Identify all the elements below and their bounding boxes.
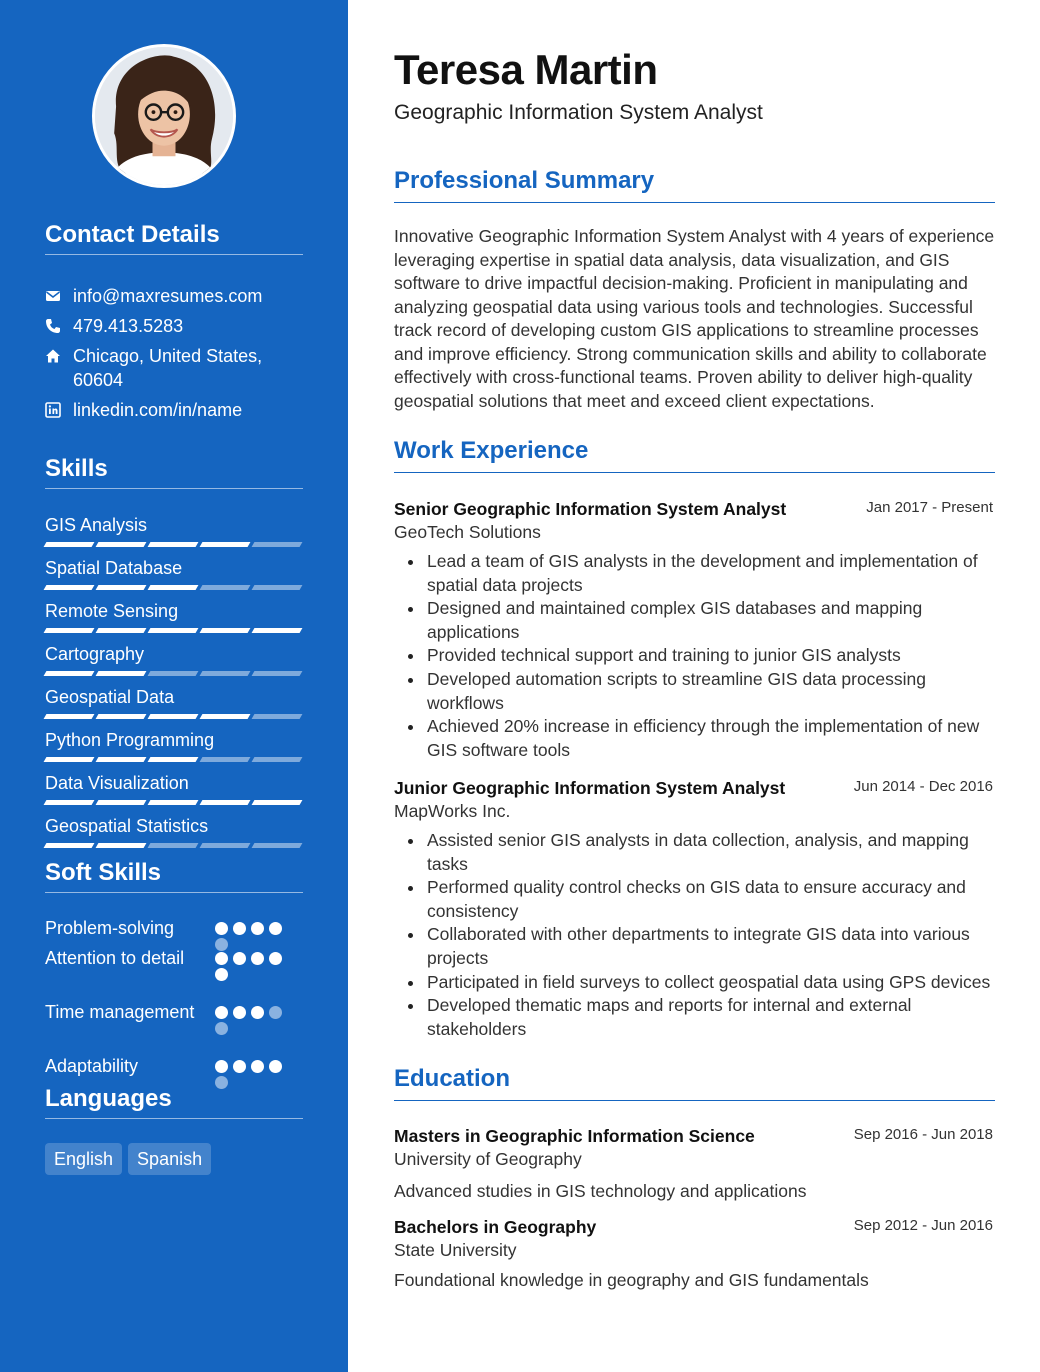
job-role: Junior Geographic Information System Analyst	[394, 778, 786, 798]
envelope-icon	[45, 284, 73, 308]
rating-dot	[215, 1006, 228, 1019]
list-item: Collaborated with other departments to integrate GIS data into various projects	[394, 923, 995, 970]
rating-dot	[269, 1006, 282, 1019]
education-heading: Education	[394, 1064, 995, 1101]
list-item: Developed automation scripts to streamline GIS data processing workflows	[394, 668, 995, 715]
skill-level-segment	[96, 671, 147, 676]
rating-dot	[215, 1060, 228, 1073]
skill-level-bar	[45, 628, 301, 633]
avatar	[92, 44, 236, 188]
skill-level-segment	[200, 714, 251, 719]
skill-name: Python Programming	[45, 730, 215, 750]
contact-linkedin[interactable]	[45, 398, 303, 422]
rating-dot	[215, 922, 228, 935]
contact-email[interactable]	[45, 284, 303, 308]
education-school: University of Geography	[394, 1149, 582, 1169]
skill-item	[45, 729, 301, 762]
skill-name: Spatial Database	[45, 558, 183, 578]
skill-level-segment	[96, 843, 147, 848]
skill-level-segment	[252, 800, 303, 805]
list-item: Provided technical support and training to junior GIS analysts	[394, 644, 995, 668]
skill-level-segment	[252, 671, 303, 676]
job-bullets	[394, 829, 995, 1041]
skill-level-segment	[252, 585, 303, 590]
skill-level-segment	[148, 671, 199, 676]
skill-item	[45, 557, 301, 590]
skill-level-segment	[252, 843, 303, 848]
job-dates: Jan 2017 - Present	[866, 499, 993, 516]
contact-linkedin-text: linkedin.com/in/name	[73, 400, 243, 420]
soft-skill-name: Attention to detail	[45, 948, 185, 968]
skill-level-bar	[45, 757, 301, 762]
skill-level-segment	[200, 757, 251, 762]
list-item: Assisted senior GIS analysts in data collection, analysis, and mapping tasks	[394, 829, 995, 876]
skill-level-segment	[44, 800, 95, 805]
summary-text: Innovative Geographic Information System Analyst with 4 years of experience leveraging expertise in spatial data analysis, data visualization, and GIS software to drive impactful decision-making. Proficient in manipulating and analyzing geospatial data using various tools and technologies. Successful track record of developing custom GIS applications to streamline processes and improve efficiency. Strong communication skills and ability to collaborate effectively with cross-functional teams. Proven ability to deliver high-quality geospatial solutions that meet and exceed client expectations.	[394, 226, 995, 411]
skill-level-segment	[148, 542, 199, 547]
skill-level-segment	[200, 585, 251, 590]
list-item: Designed and maintained complex GIS databases and mapping applications	[394, 597, 995, 644]
rating-dot	[251, 952, 264, 965]
rating-dot	[215, 1022, 228, 1035]
list-item: Developed thematic maps and reports for internal and external stakeholders	[394, 994, 995, 1041]
experience-heading: Work Experience	[394, 436, 995, 473]
language-chip: English	[45, 1143, 122, 1175]
skill-level-segment	[96, 585, 147, 590]
education-dates: Sep 2016 - Jun 2018	[853, 1126, 993, 1143]
skill-level-bar	[45, 542, 301, 547]
skills-heading: Skills	[45, 454, 303, 489]
candidate-name: Teresa Martin	[394, 46, 658, 93]
education-entry	[394, 1125, 995, 1171]
skill-item	[45, 600, 301, 633]
education-degree: Masters in Geographic Information Science	[394, 1126, 755, 1146]
education-school: State University	[394, 1240, 517, 1260]
skill-level-segment	[96, 628, 147, 633]
skill-level-segment	[148, 800, 199, 805]
contact-heading: Contact Details	[45, 220, 303, 255]
profile-photo	[95, 47, 233, 185]
list-item: Lead a team of GIS analysts in the development and implementation of spatial data projects	[394, 550, 995, 597]
contact-email-text: info@maxresumes.com	[73, 286, 263, 306]
skill-level-bar	[45, 843, 301, 848]
skill-level-segment	[96, 757, 147, 762]
candidate-title: Geographic Information System Analyst	[394, 101, 763, 124]
skill-level-segment	[44, 757, 95, 762]
rating-dot	[233, 1060, 246, 1073]
skill-level-bar	[45, 800, 301, 805]
soft-skill-name: Adaptability	[45, 1056, 139, 1076]
skill-item	[45, 772, 301, 805]
skill-level-segment	[96, 800, 147, 805]
skill-item	[45, 643, 301, 676]
job-entry	[394, 777, 995, 823]
education-dates: Sep 2012 - Jun 2016	[853, 1217, 993, 1234]
skill-name: Geospatial Statistics	[45, 816, 209, 836]
skill-name: Cartography	[45, 644, 145, 664]
skill-level-segment	[96, 542, 147, 547]
skill-name: GIS Analysis	[45, 515, 148, 535]
skill-level-bar	[45, 671, 301, 676]
rating-dot	[215, 938, 228, 951]
list-item: Participated in field surveys to collect geospatial data using GPS devices	[394, 971, 995, 995]
soft-skill-rating	[215, 922, 291, 951]
skill-level-segment	[252, 542, 303, 547]
skill-item	[45, 815, 301, 848]
education-description: Foundational knowledge in geography and GIS fundamentals	[394, 1270, 869, 1290]
skill-level-segment	[44, 714, 95, 719]
soft-skill-name: Problem-solving	[45, 918, 175, 938]
contact-address	[45, 344, 303, 392]
skill-level-segment	[148, 628, 199, 633]
home-icon	[45, 344, 73, 368]
soft-skill-rating	[215, 1006, 291, 1035]
skill-level-segment	[252, 628, 303, 633]
rating-dot	[269, 922, 282, 935]
skill-name: Remote Sensing	[45, 601, 179, 621]
skill-name: Geospatial Data	[45, 687, 175, 707]
rating-dot	[251, 1060, 264, 1073]
soft-skill-rating	[215, 952, 291, 981]
list-item: Achieved 20% increase in efficiency through the implementation of new GIS software tools	[394, 715, 995, 762]
skill-level-segment	[44, 671, 95, 676]
skill-level-segment	[44, 585, 95, 590]
rating-dot	[269, 1060, 282, 1073]
skill-level-segment	[44, 843, 95, 848]
rating-dot	[233, 922, 246, 935]
summary-heading: Professional Summary	[394, 166, 995, 203]
contact-phone[interactable]	[45, 314, 303, 338]
skill-item	[45, 686, 301, 719]
job-company: GeoTech Solutions	[394, 522, 541, 542]
job-bullets	[394, 550, 995, 762]
skill-level-segment	[96, 714, 147, 719]
rating-dot	[233, 1006, 246, 1019]
rating-dot	[251, 922, 264, 935]
job-entry	[394, 498, 995, 544]
soft-skills-heading: Soft Skills	[45, 858, 303, 893]
language-chip: Spanish	[128, 1143, 211, 1175]
job-company: MapWorks Inc.	[394, 801, 511, 821]
rating-dot	[251, 1006, 264, 1019]
skill-level-segment	[200, 628, 251, 633]
skill-level-segment	[148, 585, 199, 590]
contact-address-text: Chicago, United States, 60604	[73, 346, 263, 390]
skill-level-segment	[200, 800, 251, 805]
skill-item	[45, 514, 301, 547]
soft-skill-name: Time management	[45, 1002, 195, 1022]
list-item: Performed quality control checks on GIS data to ensure accuracy and consistency	[394, 876, 995, 923]
education-entry	[394, 1216, 995, 1262]
job-role: Senior Geographic Information System Analyst	[394, 499, 787, 519]
skill-level-segment	[200, 843, 251, 848]
skill-level-segment	[44, 628, 95, 633]
skill-level-bar	[45, 714, 301, 719]
sidebar	[0, 0, 348, 1372]
linkedin-icon	[45, 398, 73, 422]
skill-level-segment	[44, 542, 95, 547]
education-description: Advanced studies in GIS technology and applications	[394, 1181, 807, 1201]
job-dates: Jun 2014 - Dec 2016	[853, 778, 993, 795]
rating-dot	[269, 952, 282, 965]
languages-list	[45, 1143, 211, 1175]
skill-name: Data Visualization	[45, 773, 189, 793]
rating-dot	[233, 952, 246, 965]
education-degree: Bachelors in Geography	[394, 1217, 597, 1237]
phone-icon	[45, 314, 73, 338]
skill-level-segment	[148, 714, 199, 719]
skill-level-segment	[200, 671, 251, 676]
rating-dot	[215, 952, 228, 965]
skill-level-segment	[252, 757, 303, 762]
skill-level-segment	[148, 843, 199, 848]
skill-level-segment	[148, 757, 199, 762]
skill-level-bar	[45, 585, 301, 590]
contact-phone-text: 479.413.5283	[73, 316, 184, 336]
skill-level-segment	[252, 714, 303, 719]
rating-dot	[215, 968, 228, 981]
languages-heading: Languages	[45, 1084, 303, 1119]
skill-level-segment	[200, 542, 251, 547]
